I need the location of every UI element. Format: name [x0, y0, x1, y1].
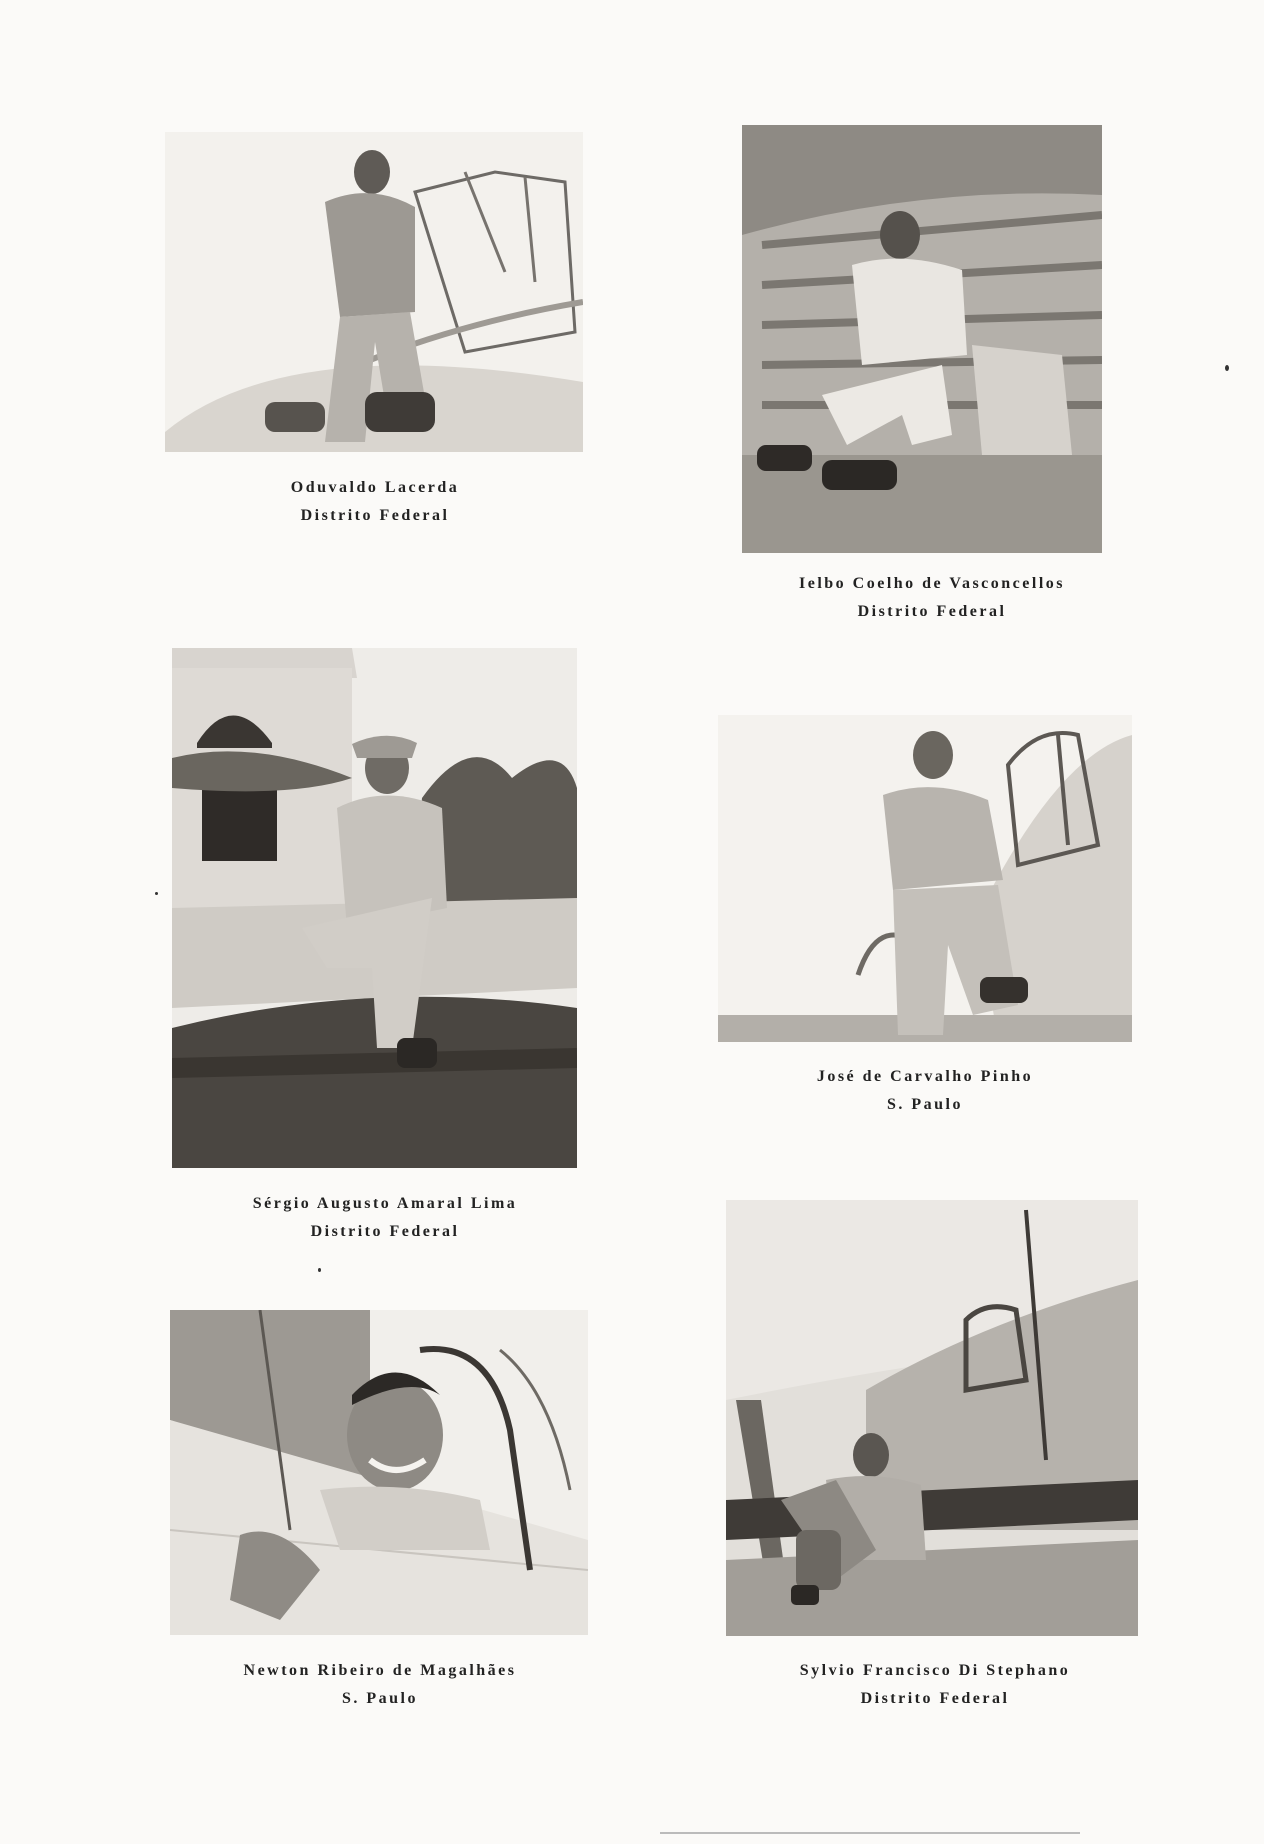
caption-ielbo-coelho-de-vasconcellos: [762, 570, 1102, 626]
place-label: Distrito Federal: [300, 507, 450, 524]
name-label: Ielbo Coelho de Vasconcellos: [798, 575, 1065, 592]
name-label: Newton Ribeiro de Magalhães: [243, 1662, 517, 1679]
caption-newton-ribeiro-de-magalhaes: [215, 1657, 545, 1713]
name-label: Sylvio Francisco Di Stephano: [799, 1662, 1071, 1679]
photo-ielbo-coelho-de-vasconcellos: [742, 125, 1102, 553]
place-label: Distrito Federal: [310, 1223, 460, 1240]
caption-sylvio-francisco-di-stephano: [775, 1657, 1095, 1713]
photo-newton-ribeiro-de-magalhaes: [170, 1310, 588, 1635]
place-label: S. Paulo: [341, 1690, 418, 1707]
caption-oduvaldo-lacerda: [230, 474, 520, 530]
name-label: Sérgio Augusto Amaral Lima: [252, 1195, 518, 1212]
name-label: Oduvaldo Lacerda: [290, 479, 460, 496]
photo-sylvio-francisco-di-stephano: [726, 1200, 1138, 1636]
place-label: Distrito Federal: [857, 603, 1007, 620]
page-edge-line: [660, 1832, 1080, 1834]
place-label: S. Paulo: [886, 1096, 963, 1113]
print-speck: [1225, 365, 1229, 371]
print-speck: [155, 892, 158, 895]
photo-oduvaldo-lacerda: [165, 132, 583, 452]
photo-sergio-augusto-amaral-lima: [172, 648, 577, 1168]
caption-sergio-augusto-amaral-lima: [220, 1190, 550, 1246]
name-label: José de Carvalho Pinho: [816, 1068, 1034, 1085]
print-speck: [318, 1268, 321, 1272]
place-label: Distrito Federal: [860, 1690, 1010, 1707]
photo-jose-de-carvalho-pinho: [718, 715, 1132, 1042]
caption-jose-de-carvalho-pinho: [780, 1063, 1070, 1119]
